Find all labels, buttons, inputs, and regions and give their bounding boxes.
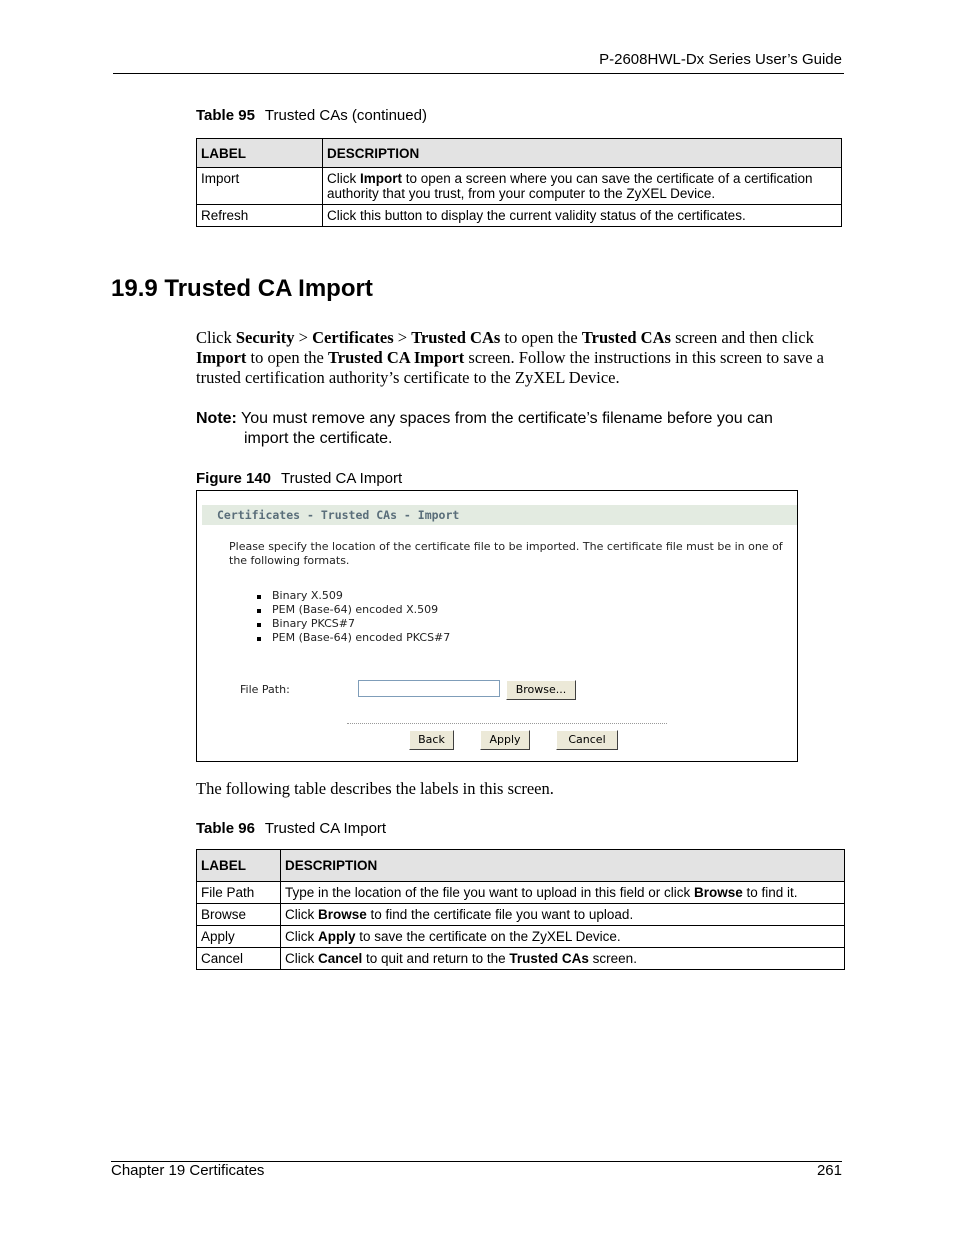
table-96-cell-label: File Path <box>197 882 281 904</box>
intro-paragraph: Click Security > Certificates > Trusted CAs to open the Trusted CAs screen and then click Import to open the Trusted CA Import screen. Follow the instructions in this screen to save a trusted certification authority’s certificate to the ZyXEL Device. <box>196 328 824 387</box>
table-95-cell-description: Click this button to display the current validity status of the certificates. <box>323 205 842 227</box>
import-instructions: Please specify the location of the certificate file to be imported. The certificate file must be in one of the following formats. <box>229 540 783 567</box>
table-95-caption-text: Trusted CAs (continued) <box>264 107 427 124</box>
file-path-input[interactable] <box>358 680 500 697</box>
table-96-cell-label: Browse <box>197 904 281 926</box>
guide-title: P-2608HWL-Dx Series User’s Guide <box>599 51 842 68</box>
table-96-header-label: LABEL <box>197 850 281 882</box>
table-intro-paragraph: The following table describes the labels in this screen. <box>196 779 554 798</box>
list-item: Binary X.509 <box>257 589 450 603</box>
table-96-caption-num: Table 96 <box>196 820 255 837</box>
chapter-title: Chapter 19 Certificates <box>111 1162 265 1179</box>
table-95-caption-num: Table 95 <box>196 107 255 124</box>
note-label: Note: <box>196 410 237 427</box>
table-row <box>197 926 845 948</box>
note-text: You must remove any spaces from the certificate’s filename before you can <box>236 410 773 427</box>
table-row <box>197 168 842 205</box>
cancel-button[interactable]: Cancel <box>556 730 618 750</box>
table-95-cell-description: Click Import to open a screen where you can save the certificate of a certification authority that you trust, from your computer to the ZyXEL Device. <box>323 168 842 205</box>
header-rule <box>113 73 844 74</box>
figure-140-caption-text: Trusted CA Import <box>281 470 403 487</box>
figure-140-caption <box>196 470 402 487</box>
table-96-cell-description: Click Browse to find the certificate file you want to upload. <box>281 904 845 926</box>
back-button[interactable]: Back <box>409 730 454 750</box>
table-96-header-description: DESCRIPTION <box>281 850 845 882</box>
browse-button[interactable]: Browse... <box>506 680 576 700</box>
page-number: 261 <box>816 1162 842 1179</box>
table-95-cell-label: Import <box>197 168 323 205</box>
format-list <box>257 589 450 645</box>
table-96-cell-label: Apply <box>197 926 281 948</box>
file-path-label: File Path: <box>240 683 290 696</box>
table-95-header-description: DESCRIPTION <box>323 139 842 168</box>
note <box>196 409 844 449</box>
section-title: 19.9 Trusted CA Import <box>111 275 373 302</box>
table-96-cell-description: Click Cancel to quit and return to the Trusted CAs screen. <box>281 948 845 970</box>
table-row <box>197 904 845 926</box>
divider <box>347 723 667 724</box>
table-95-header-label: LABEL <box>197 139 323 168</box>
table-row <box>197 205 842 227</box>
figure-140-caption-num: Figure 140 <box>196 470 272 487</box>
screen-title-bar: Certificates - Trusted CAs - Import <box>202 505 797 525</box>
table-95-caption <box>196 107 427 124</box>
note-text-continued: import the certificate. <box>244 430 393 447</box>
list-item: PEM (Base-64) encoded X.509 <box>257 603 450 617</box>
figure-trusted-ca-import <box>196 490 798 762</box>
table-96-cell-label: Cancel <box>197 948 281 970</box>
table-row <box>197 882 845 904</box>
table-row <box>197 948 845 970</box>
table-96-caption <box>196 820 386 837</box>
apply-button[interactable]: Apply <box>480 730 530 750</box>
list-item: Binary PKCS#7 <box>257 617 450 631</box>
table-96-cell-description: Click Apply to save the certificate on the ZyXEL Device. <box>281 926 845 948</box>
table-96-cell-description: Type in the location of the file you want to upload in this field or click Browse to find it. <box>281 882 845 904</box>
table-96 <box>196 849 845 970</box>
table-95 <box>196 138 842 227</box>
table-96-caption-text: Trusted CA Import <box>264 820 387 837</box>
list-item: PEM (Base-64) encoded PKCS#7 <box>257 631 450 645</box>
table-95-cell-label: Refresh <box>197 205 323 227</box>
